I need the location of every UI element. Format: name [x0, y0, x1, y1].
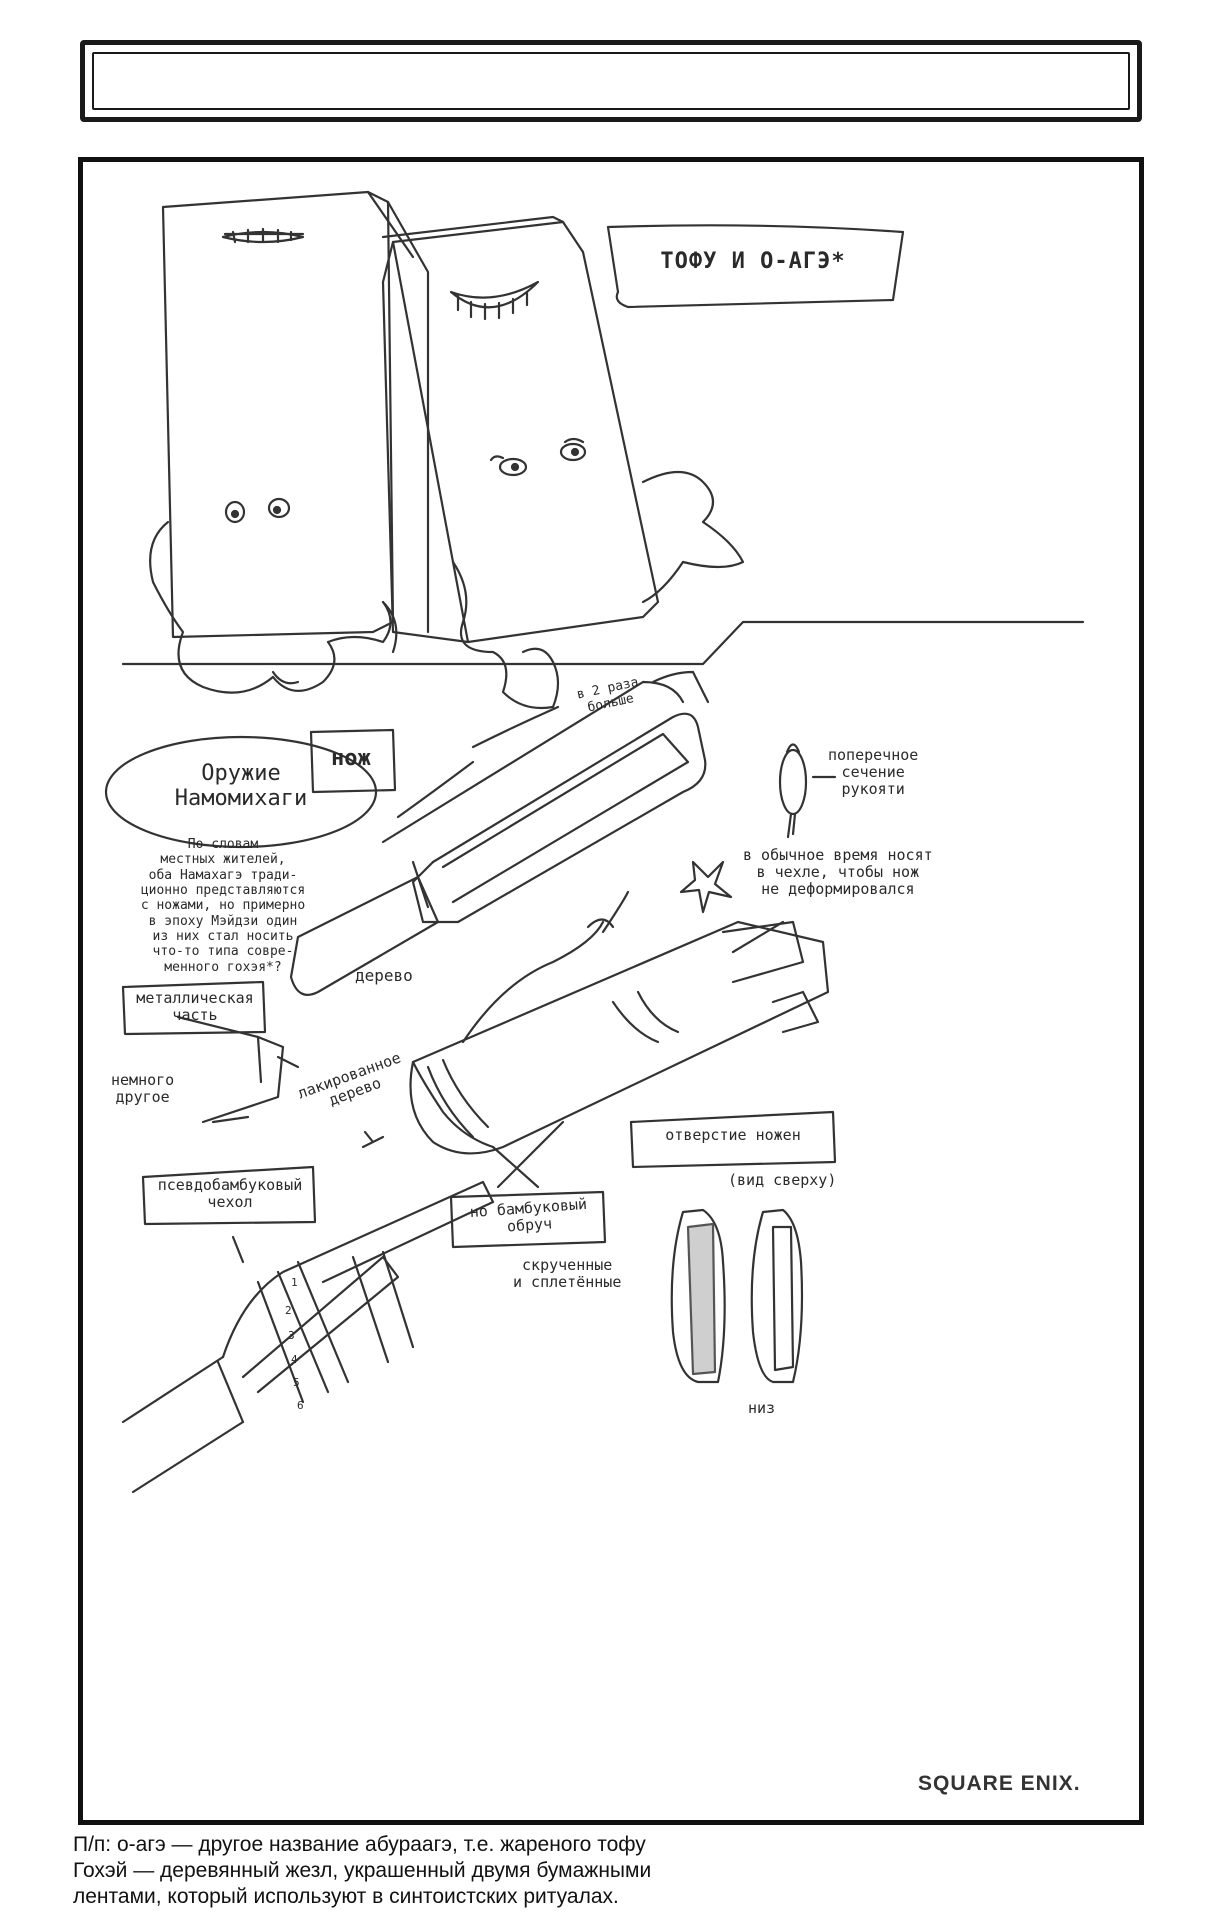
bamboo-sheath-closeup — [123, 1182, 493, 1492]
publisher-logo: SQUARE ENIX. — [918, 1772, 1081, 1795]
ring-number-2: 2 — [285, 1304, 292, 1317]
arrow-icon — [363, 1132, 383, 1147]
oage-character — [383, 217, 743, 708]
arrow-icon-4 — [233, 1237, 243, 1262]
tofu-title: ТОФУ И О-АГЭ* — [660, 249, 846, 274]
footnote-line-3: лентами, который используют в синтоистских ритуалах. — [73, 1885, 619, 1908]
spark-icon — [681, 862, 731, 912]
footnote-line-2: Гохэй — деревянный жезл, украшенный двумя бумажными — [73, 1859, 652, 1882]
ring-number-6: 6 — [297, 1399, 304, 1412]
cross-section-label: поперечное сечение рукояти — [828, 746, 919, 798]
weapon-title: Оружие Намомихаги — [174, 761, 308, 811]
pseudo-bamboo-label: псевдобамбуковый чехол — [157, 1176, 303, 1211]
case-note-label: в обычное время носят в чехле, чтобы нож не деформировался — [743, 846, 933, 898]
different-label: немного другое — [111, 1071, 175, 1106]
knife-drawing — [291, 682, 705, 995]
section-divider — [123, 622, 1083, 664]
sheath-hole-label: отверстие ножен — [665, 1126, 801, 1144]
arrow-icon-3 — [498, 1122, 563, 1187]
local-words-note: По словам местных жителей, оба Намахагэ тради- ционно представляются с ножами, но примерно в эпоху Мэйдзи один из них стал носить что-то типа совре- менного гохэя*? — [140, 837, 306, 975]
wood-label: дерево — [355, 966, 413, 985]
title-banner-frame — [80, 40, 1142, 122]
translator-footnote — [73, 1832, 1173, 1910]
handle-cross-section — [780, 745, 835, 838]
top-view-label: (вид сверху) — [728, 1171, 837, 1189]
twice-size-label: в 2 раза больше — [575, 674, 640, 716]
ring-number-4: 4 — [291, 1353, 298, 1366]
bamboo-hoop-label: но бамбуковый обруч — [469, 1194, 588, 1236]
knife-label: нож — [331, 746, 371, 771]
illustration-panel — [78, 157, 1144, 1825]
bottom-label: низ — [748, 1399, 776, 1417]
sheath-hole-views — [672, 1210, 802, 1382]
footnote-line-1: П/п: о-агэ — другое название абураагэ, т.е. жареного тофу — [73, 1833, 646, 1856]
ring-number-3: 3 — [288, 1329, 295, 1342]
ring-number-1: 1 — [291, 1276, 298, 1289]
sheath-drawing — [411, 892, 829, 1153]
ring-number-5: 5 — [293, 1376, 300, 1389]
metal-part-label: металлическая часть — [136, 989, 254, 1024]
twisted-label: скрученные и сплетённые — [513, 1256, 622, 1291]
lacquered-label: лакированное дерево — [295, 1048, 404, 1110]
